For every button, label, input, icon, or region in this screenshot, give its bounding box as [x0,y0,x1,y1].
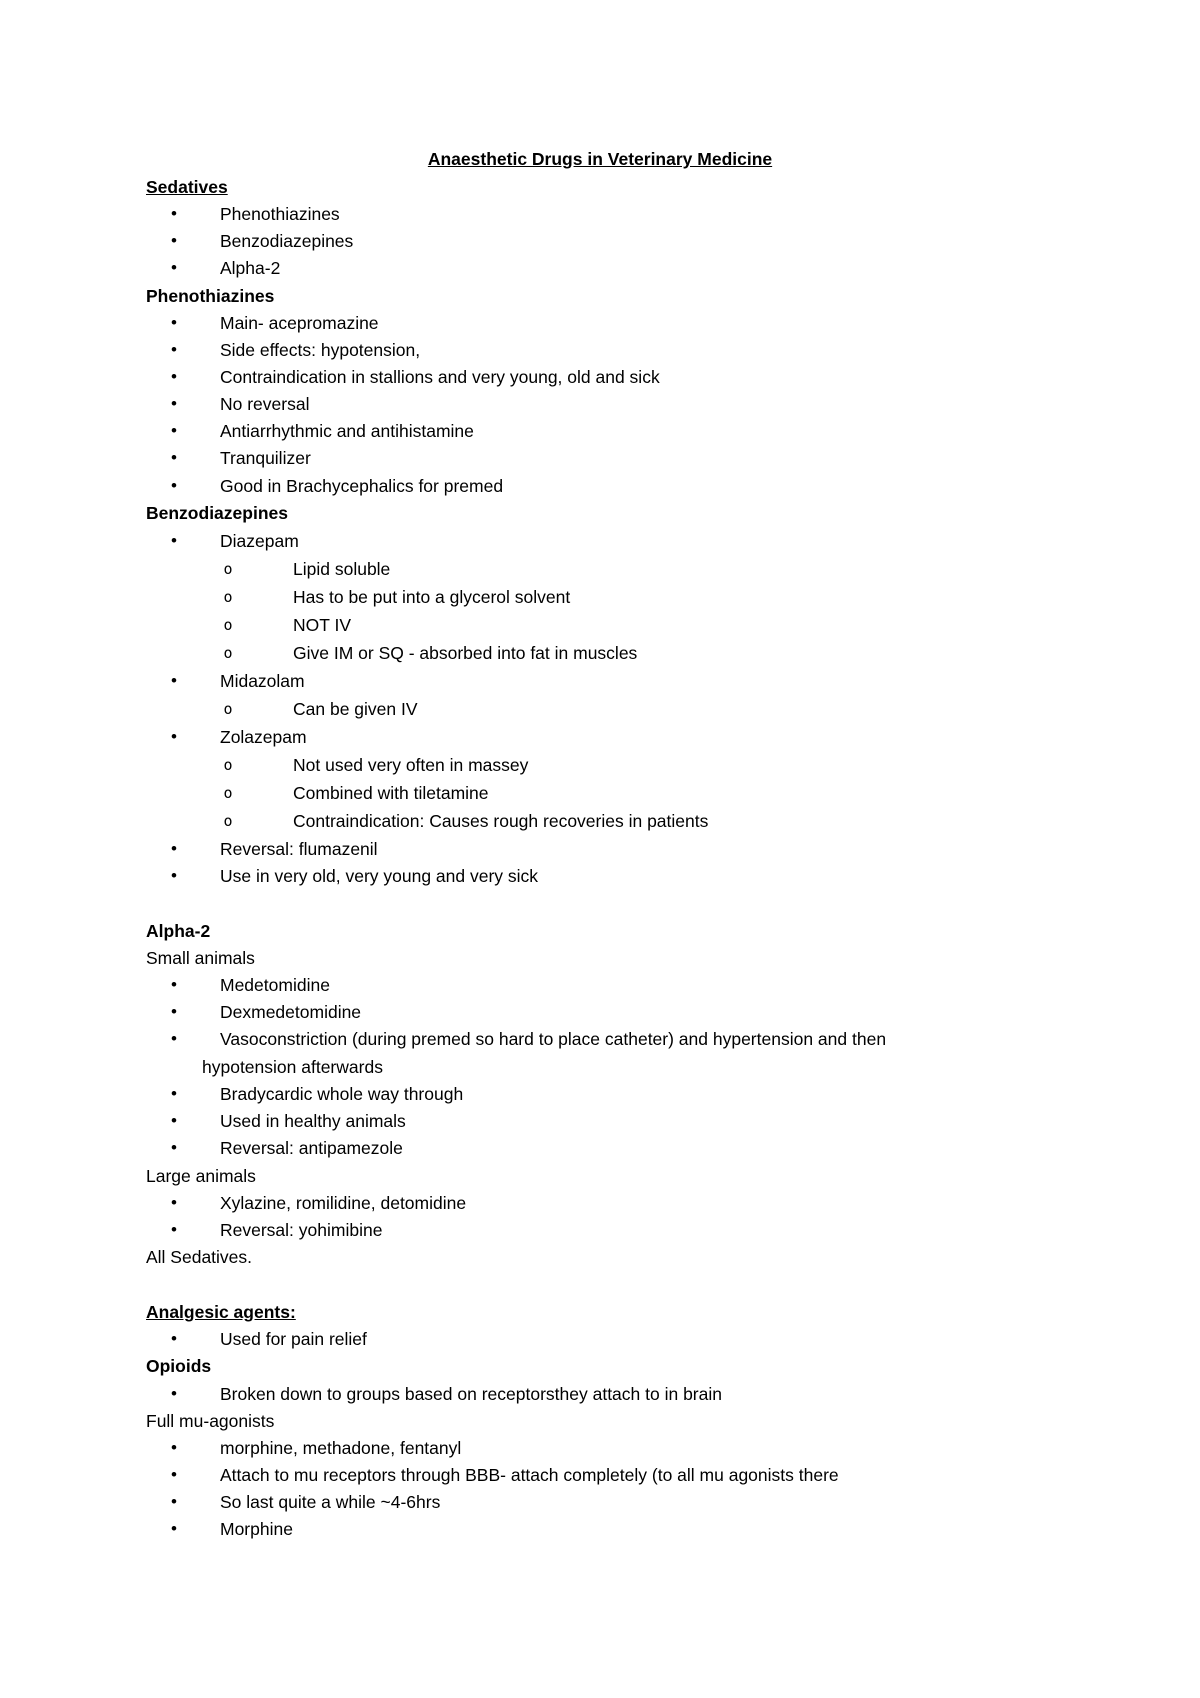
bullet-icon: • [171,839,177,858]
bullet-icon: • [171,1111,177,1130]
bullet-icon: • [171,1138,177,1157]
bullet-icon: • [171,340,177,359]
bullet-icon: • [171,258,177,277]
bullet-icon: • [171,1029,177,1048]
bullet-icon: • [171,1329,177,1348]
section-heading-analgesic: Analgesic agents: [146,1302,296,1322]
section-heading-phenothiazines: Phenothiazines [146,286,275,306]
sub-bullet-icon: o [223,616,233,634]
bullet-icon: • [171,231,177,250]
sub-bullet-icon: o [223,644,233,662]
bullet-icon: • [171,421,177,440]
bullet-icon: • [171,531,177,550]
sub-bullet-icon: o [223,560,233,578]
paragraph: All Sedatives. [146,1247,253,1267]
page-title: Anaesthetic Drugs in Veterinary Medicine [427,149,773,169]
bullet-icon: • [171,1002,177,1021]
bullet-icon: • [171,671,177,690]
bullet-icon: • [171,1492,177,1511]
bullet-icon: • [171,975,177,994]
sub-bullet-icon: o [223,700,233,718]
bullet-icon: • [171,1084,177,1103]
bullet-icon: • [171,727,177,746]
sub-bullet-icon: o [223,756,233,774]
subsection-label-full-mu-agonists: Full mu-agonists [146,1411,275,1431]
sub-bullet-icon: o [223,812,233,830]
section-heading-sedatives: Sedatives [146,177,228,197]
bullet-icon: • [171,1193,177,1212]
section-heading-benzodiazepines: Benzodiazepines [146,503,288,523]
bullet-icon: • [171,1519,177,1538]
bullet-icon: • [171,313,177,332]
list-item-continuation: hypotension afterwards [202,1057,383,1077]
bullet-icon: • [171,448,177,467]
bullet-icon: • [171,1438,177,1457]
bullet-icon: • [171,394,177,413]
bullet-icon: • [171,1384,177,1403]
bullet-icon: • [171,204,177,223]
sub-bullet-icon: o [223,784,233,802]
bullet-icon: • [171,1465,177,1484]
subsection-label-large-animals: Large animals [146,1166,256,1186]
section-heading-alpha2: Alpha-2 [146,921,211,941]
document-page: Anaesthetic Drugs in Veterinary Medicine Sedatives • Phenothiazines • Benzodiazepines • Alpha-2 Phenothiazines • Main- acepromazine • Side effects: hypotension, • Contraindication in stallions and very young, old and sick • No reversal • Antiarrhythmic and antihistamine • Tranquilizer • Good in Brachycephalics for premed Benzodiazepines • Diazepam o Lipid soluble o Has to be put into a glycerol solvent o NOT IV o Give IM or SQ - absorbed into fat in muscles • Midazolam o Can be given IV • Zolazepam o Not used very often in massey o Combined with tiletamine o Contraindication: Causes rough recoveries in patients • Reversal: flumazenil • Use in very old, very young and very sick Alpha-2 Small animals • Medetomidine • Dexmedetomidine • Vasoconstriction (during premed so hard to place catheter) and hypertension and then hypotension afterwards • Bradycardic whole way through • Used in healthy animals • Reversal: antipamezole Large animals • Xylazine, romilidine, detomidine • Reversal: yohimibine All Sedatives. Analgesic agents: • Used for pain relief Opioids • Broken down to groups based on receptorsthey attach to in brain Full mu-agonists • morphine, methadone, fentanyl • Attach to mu receptors through BBB- attach completely (to all mu agonists there • So last quite a while ~4-6hrs • Morphine [0,0,1200,1698]
bullet-icon: • [171,367,177,386]
bullet-icon: • [171,866,177,885]
bullet-icon: • [171,1220,177,1239]
sub-bullet-icon: o [223,588,233,606]
section-heading-opioids: Opioids [146,1356,212,1376]
bullet-icon: • [171,476,177,495]
subsection-label-small-animals: Small animals [146,948,255,968]
